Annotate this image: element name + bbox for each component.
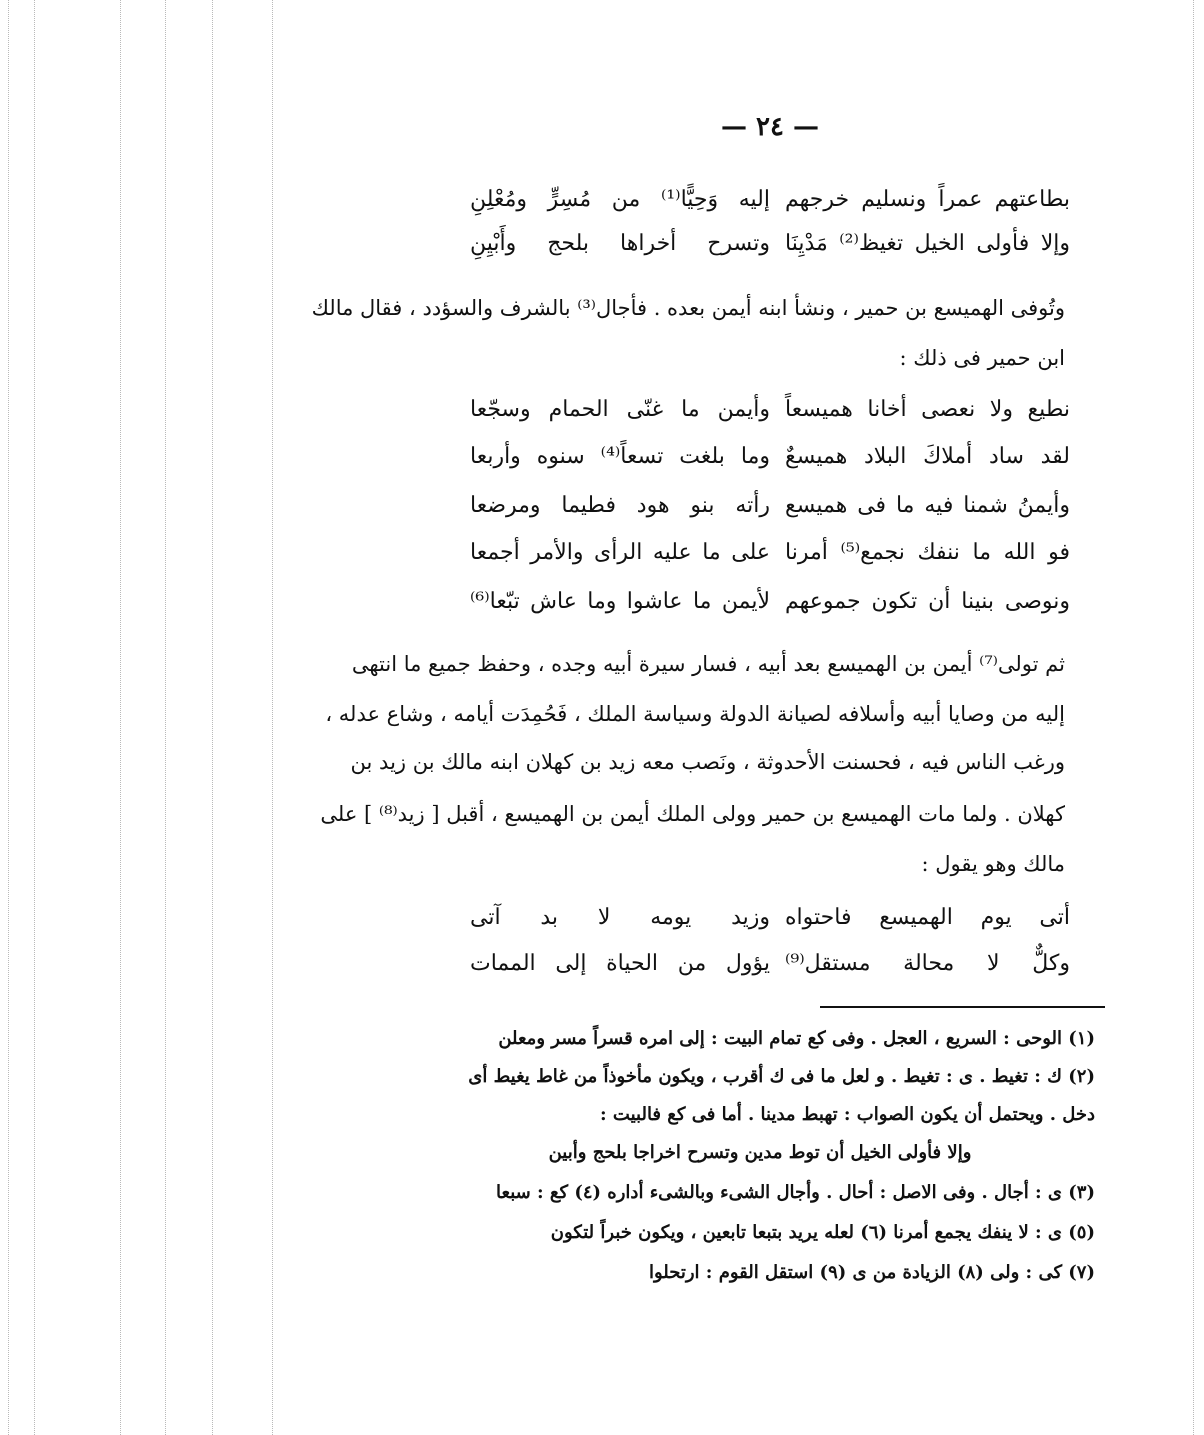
prose-line: مالك وهو يقول : (921, 852, 1065, 876)
verse-line (470, 944, 1070, 984)
scan-margin-line (165, 0, 166, 1435)
scan-margin-line (272, 0, 273, 1435)
footnote-line: (٧) كى : ولى (٨) الزيادة من ى (٩) استقل القوم : ارتحلوا (648, 1262, 1095, 1283)
verse-second-hemistich: رأته بنو هود فطيما ومرضعا (470, 493, 770, 518)
verse-second-hemistich: لأيمن ما عاشوا وما عاش تبّعا⁽⁶⁾ (470, 589, 770, 614)
footnote-line: دخل . ويحتمل أن يكون الصواب : تهبط مدينا . أما فى كع فالبيت : (600, 1104, 1095, 1125)
verse-first-hemistich: وأيمنُ شمنا فيه ما فى هميسع (785, 493, 1070, 518)
verse-first-hemistich: ونوصى بنينا أن تكون جموعهم (785, 589, 1070, 614)
prose-line: إليه من وصايا أبيه وأسلافه لصيانة الدولة وسياسة الملك ، فَحُمِدَت أيامه ، وشاع عدله ، (325, 702, 1065, 726)
prose-line: ابن حمير فى ذلك : (899, 346, 1065, 370)
scan-margin-line (34, 0, 35, 1435)
page-number: — ٢٤ — (720, 112, 820, 142)
verse-second-hemistich: وزيد يومه لا بد آتى (470, 905, 770, 930)
verse-second-hemistich: على ما عليه الرأى والأمر أجمعا (470, 540, 770, 565)
verse-first-hemistich: وكلٌّ لا محالة مستقل⁽⁹⁾ (785, 951, 1070, 976)
prose-line: ورغب الناس فيه ، فحسنت الأحدوثة ، ونَصب معه زيد بن كهلان ابنه مالك بن زيد بن (350, 750, 1065, 774)
verse-line (470, 180, 1070, 220)
verse-second-hemistich: يؤول من الحياة إلى الممات (470, 951, 770, 976)
verse-first-hemistich: لقد ساد أملاكَ البلاد هميسعٌ (785, 444, 1070, 469)
verse-first-hemistich: نطيع ولا نعصى أخانا هميسعاً (785, 397, 1070, 422)
verse-line (470, 582, 1070, 622)
verse-second-hemistich: إليه وَحِيًّا⁽¹⁾ من مُسِرٍّ ومُعْلِنِ (470, 187, 770, 212)
verse-line (470, 390, 1070, 430)
scan-margin-line (120, 0, 121, 1435)
verse-first-hemistich: فو الله ما ننفك نجمع⁽⁵⁾ أمرنا (785, 540, 1070, 565)
footnote-line: (١) الوحى : السريع ، العجل . وفى كع تمام البيت : إلى امره قسراً مسر ومعلن (498, 1028, 1095, 1049)
verse-line (470, 437, 1070, 477)
footnote-line: (٥) ى : لا ينفك يجمع أمرنا (٦) لعله يريد بتبعا تابعين ، ويكون خبراً لتكون (550, 1222, 1095, 1243)
verse-first-hemistich: بطاعتهم عمراً ونسليم خرجهم (785, 187, 1070, 212)
footnote-line: (٢) ك : تغيط . ى : تغيط . و لعل ما فى ك أقرب ، ويكون مأخوذاً من غاط يغيط أى (468, 1066, 1095, 1087)
verse-second-hemistich: وما بلغت تسعاً⁽⁴⁾ سنوه وأربعا (470, 444, 770, 469)
verse-line (470, 533, 1070, 573)
scan-margin-line (8, 0, 9, 1435)
prose-line: كهلان . ولما مات الهميسع بن حمير وولى الملك أيمن بن الهميسع ، أقبل [ زيد⁽⁸⁾ ] على (320, 802, 1065, 826)
prose-line: وتُوفى الهميسع بن حمير ، ونشأ ابنه أيمن بعده . فأجال⁽³⁾ بالشرف والسؤدد ، فقال مالك (311, 296, 1065, 320)
verse-second-hemistich: وتسرح أخراها بلحج وأَبْيِنِ (470, 231, 770, 256)
verse-line (470, 224, 1070, 264)
verse-line (470, 898, 1070, 938)
verse-first-hemistich: أتى يوم الهميسع فاحتواه (785, 905, 1070, 930)
footnote-verse: وإلا فأولى الخيل أن توط مدين وتسرح اخراجا بلحج وأبين (548, 1142, 972, 1163)
footnote-divider (820, 1006, 1105, 1008)
scan-margin-line (1193, 0, 1194, 1435)
verse-line (470, 486, 1070, 526)
footnote-line: (٣) ى : أجال . وفى الاصل : أحال . وأجال الشىء وبالشىء أداره (٤) كع : سبعا (496, 1182, 1095, 1203)
verse-second-hemistich: وأيمن ما غنّى الحمام وسجّعا (470, 397, 770, 422)
prose-line: ثم تولى⁽⁷⁾ أيمن بن الهميسع بعد أبيه ، فسار سيرة أبيه وجده ، وحفظ جميع ما انتهى (351, 652, 1065, 676)
verse-first-hemistich: وإلا فأولى الخيل تغيظ⁽²⁾ مَدْيِنَا (785, 231, 1070, 256)
scan-margin-line (212, 0, 213, 1435)
